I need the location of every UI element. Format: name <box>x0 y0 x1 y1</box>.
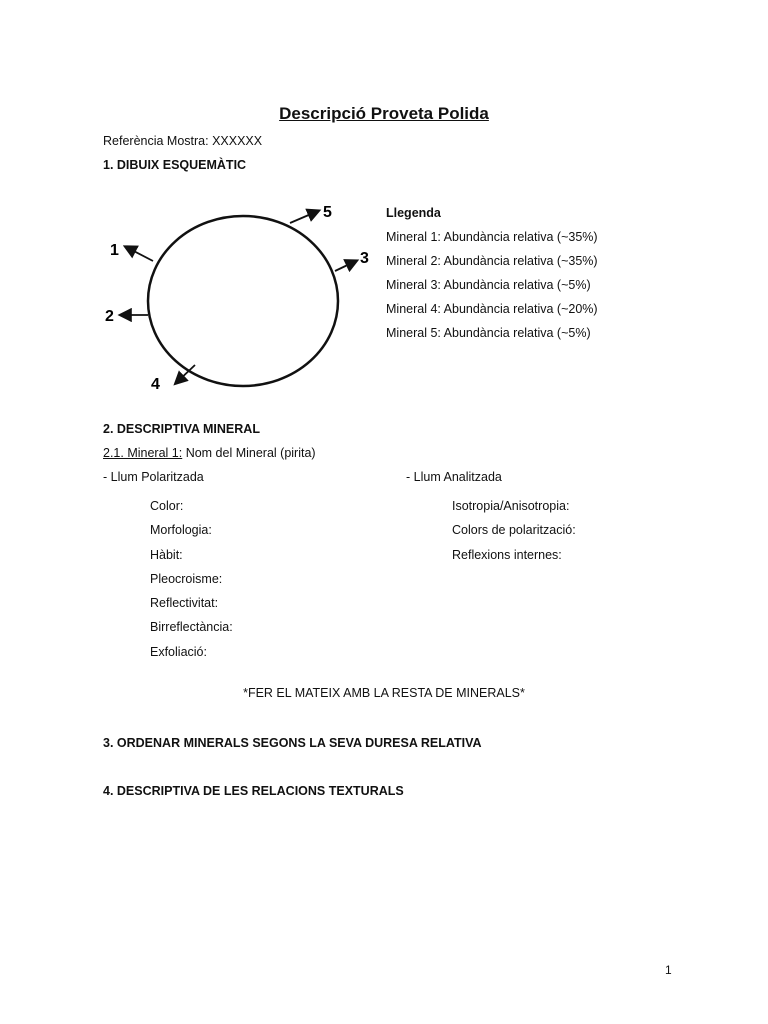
prop-habit: Hàbit: <box>150 547 183 562</box>
prop-pleochroism: Pleocroisme: <box>150 571 223 586</box>
prop-cleavage: Exfoliació: <box>150 644 207 659</box>
legend <box>386 201 598 345</box>
prop-internal-reflections: Reflexions internes: <box>452 547 562 562</box>
prop-reflectivity: Reflectivitat: <box>150 596 219 611</box>
legend-title: Llegenda <box>386 206 441 220</box>
section-4-heading: 4. DESCRIPTIVA DE LES RELACIONS TEXTURALS <box>103 784 404 798</box>
analyzed-light-title: - Llum Analitzada <box>406 470 502 484</box>
legend-item: Mineral 4: Abundància relativa (~20%) <box>386 302 598 316</box>
diagram-label-4: 4 <box>151 376 160 393</box>
legend-item: Mineral 5: Abundància relativa (~5%) <box>386 326 591 340</box>
mineral-number: 2.1. Mineral 1: <box>103 446 183 460</box>
prop-polarization-colors: Colors de polarització: <box>452 523 576 538</box>
legend-item: Mineral 2: Abundància relativa (~35%) <box>386 254 598 268</box>
sample-reference: Referència Mostra: XXXXXX <box>103 134 263 148</box>
diagram-label-1: 1 <box>110 242 119 259</box>
section-3-heading: 3. ORDENAR MINERALS SEGONS LA SEVA DURESA RELATIVA <box>103 736 482 750</box>
repeat-note: *FER EL MATEIX AMB LA RESTA DE MINERALS* <box>243 686 525 700</box>
mineral-name: Nom del Mineral (pirita) <box>182 446 316 460</box>
analyzed-props-list <box>452 494 576 567</box>
mineral-heading <box>103 446 316 460</box>
prop-morphology: Morfologia: <box>150 523 212 538</box>
arrow-1 <box>126 247 153 261</box>
legend-item: Mineral 1: Abundància relativa (~35%) <box>386 230 598 244</box>
page-number: 1 <box>665 963 672 977</box>
section-2-heading: 2. DESCRIPTIVA MINERAL <box>103 422 260 436</box>
arrow-3 <box>335 261 356 271</box>
diagram-label-5: 5 <box>323 204 332 221</box>
legend-item: Mineral 3: Abundància relativa (~5%) <box>386 278 591 292</box>
page-title: Descripció Proveta Polida <box>279 104 489 123</box>
prop-color: Color: <box>150 499 184 513</box>
prop-isotropy: Isotropia/Anisotropia: <box>452 499 570 513</box>
diagram-label-3: 3 <box>360 250 369 267</box>
schematic-diagram <box>100 195 390 395</box>
prop-bireflectance: Birreflectància: <box>150 620 233 635</box>
polarized-light-title: - Llum Polaritzada <box>103 470 204 484</box>
arrow-5 <box>290 211 318 223</box>
sample-circle <box>148 216 338 386</box>
diagram-label-2: 2 <box>105 308 114 325</box>
polarized-props-list <box>150 494 233 664</box>
section-1-heading: 1. DIBUIX ESQUEMÀTIC <box>103 158 247 172</box>
